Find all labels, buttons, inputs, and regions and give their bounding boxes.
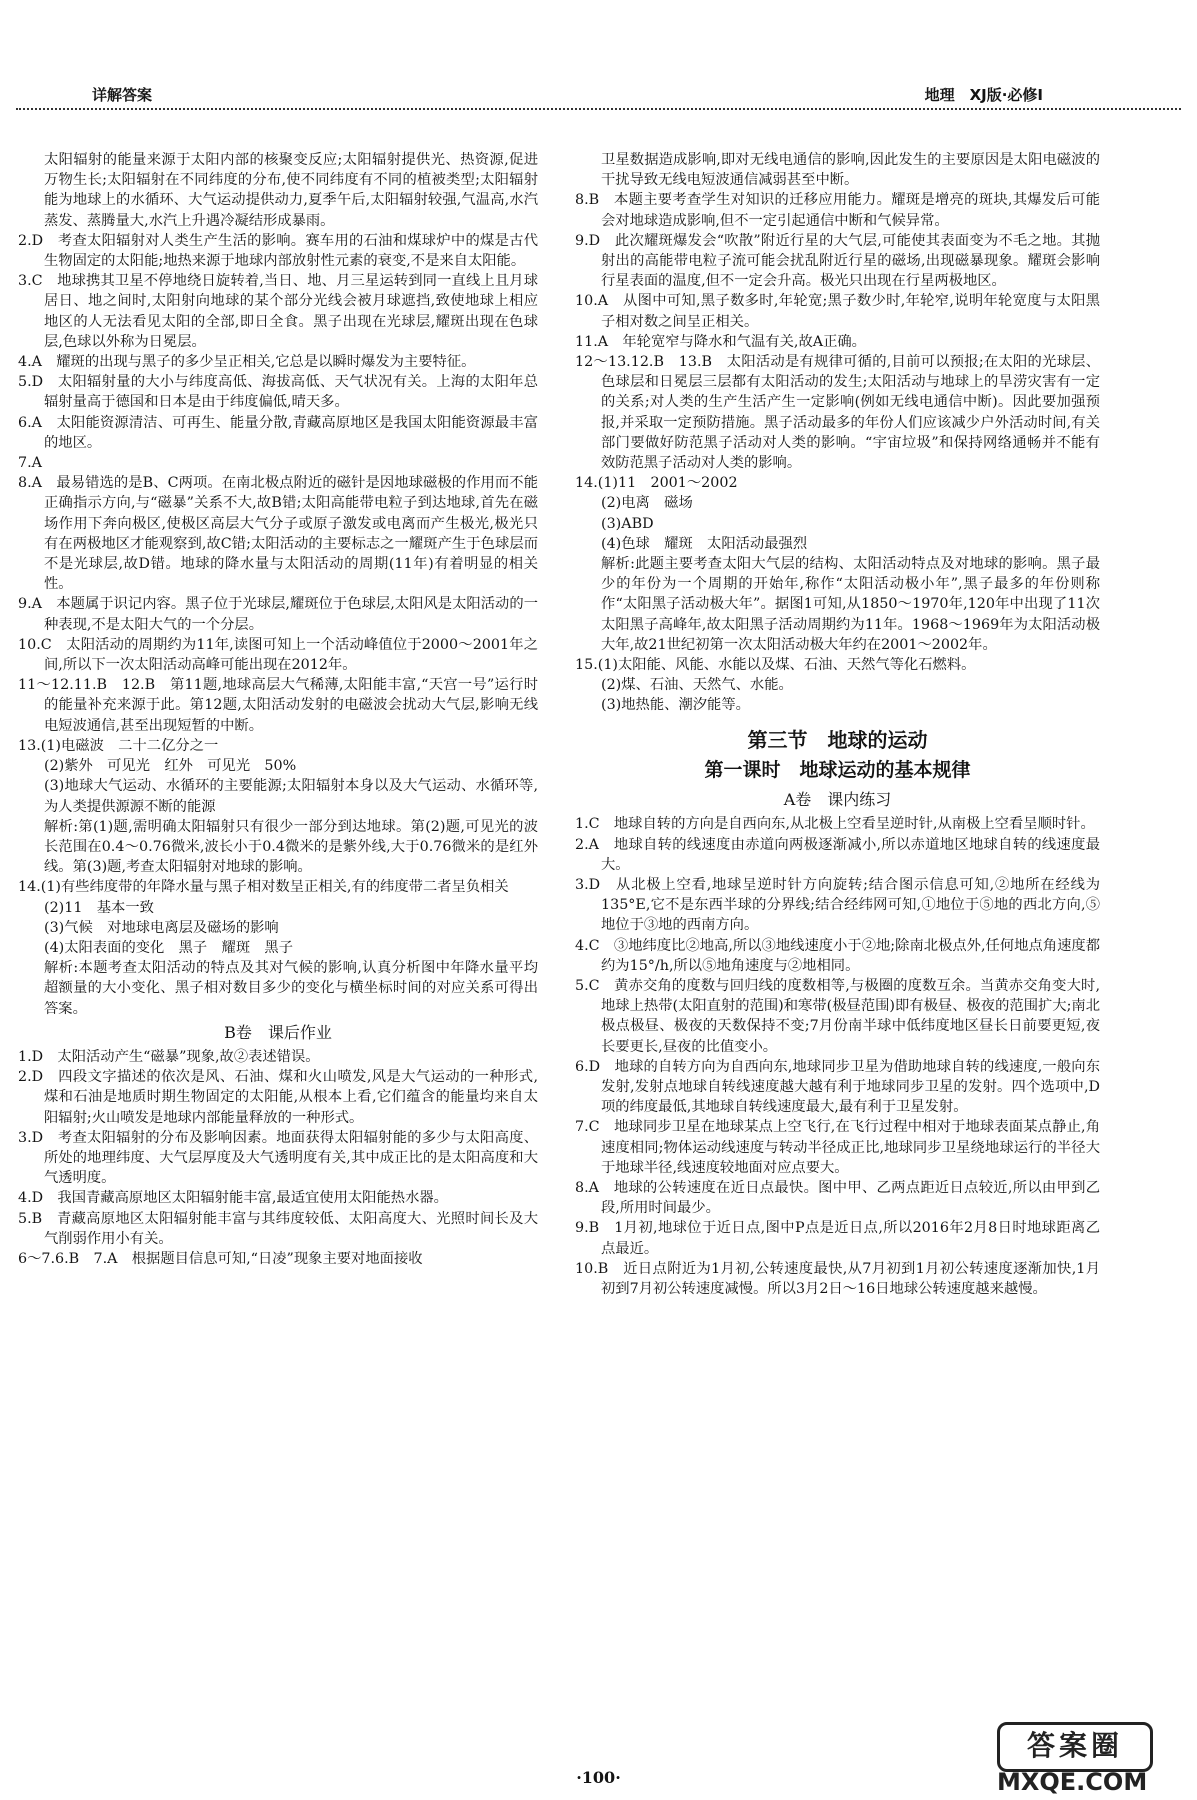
subsection-heading: B卷 课后作业 [224,1022,332,1042]
right-answer-paragraph: 1.C 地球自转的方向是自西向东,从北极上空看呈逆时针,从南极上空看呈顺时针。 [575,816,1095,833]
header-left-title: 详解答案 [92,86,153,104]
right-answer-paragraph: (3)地热能、潮汐能等。 [601,697,750,714]
right-answer-paragraph: (2)煤、石油、天然气、水能。 [601,677,793,694]
right-answer-paragraph: 10.B 近日点附近为1月初,公转速度最快,从7月初到1月初公转速度逐渐加快,1月初到7月初公转速度减慢。所以3月2日～16日地球公转速度越来越慢。 [575,1260,1100,1297]
right-answer-paragraph: 14.(1)11 2001～2002 [575,475,738,492]
left-answer-paragraph: (4)太阳表面的变化 黑子 耀斑 黑子 [44,939,293,956]
lesson-heading: 第一课时 地球运动的基本规律 [704,758,971,781]
section-heading: 第三节 地球的运动 [747,727,928,752]
header-right-title: 地理 XJ版·必修Ⅰ [924,86,1043,104]
page-header [16,78,1181,110]
right-answer-paragraph: 10.A 从图中可知,黑子数多时,年轮宽;黑子数少时,年轮窄,说明年轮宽度与太阳黑子相对数之间呈正相关。 [575,293,1100,330]
left-answer-paragraph: 14.(1)有些纬度带的年降水量与黑子相对数呈正相关,有的纬度带二者呈负相关 [18,879,509,896]
watermark-top-text: 答案圈 [997,1722,1153,1772]
left-answer-paragraph: 5.D 太阳辐射量的大小与纬度高低、海拔高低、天气状况有关。上海的太阳年总辐射量高于德国和日本是由于纬度偏低,晴天多。 [18,374,538,411]
right-answer-paragraph: 8.A 地球的公转速度在近日点最快。图中甲、乙两点距近日点较近,所以由甲到乙段,所用时间最少。 [575,1179,1100,1217]
right-answer-paragraph: 9.B 1月初,地球位于近日点,图中P点是近日点,所以2016年2月8日时地球距离乙点最近。 [575,1220,1100,1257]
right-answer-paragraph: (3)ABD [601,515,654,532]
left-answer-paragraph: 3.D 考查太阳辐射的分布及影响因素。地面获得太阳辐射能的多少与太阳高度、所处的地理纬度、大气层厚度及大气透明度有关,其中成正比的是太阳高度和大气透明度。 [18,1129,538,1187]
right-answer-paragraph: (2)电离 磁场 [601,495,693,512]
right-answer-paragraph: 解析:此题主要考查太阳大气层的结构、太阳活动特点及对地球的影响。黑子最少的年份为一个周期的开始年,称作“太阳活动极小年”,黑子最多的年份则称作“太阳黑子活动极大年”。据图1可知,从1850～1970年,120年中出现了11次太阳黑子高峰年,故太阳黑子活动周期约为11年。1968～1969年为太阳活动极大年,故21世纪初第一次太阳活动极大年约在2001～2002年。 [601,556,1100,653]
right-answer-paragraph: 7.C 地球同步卫星在地球某点上空飞行,在飞行过程中相对于地球表面某点静止,角速度相同;物体运动线速度与转动半径成正比,地球同步卫星绕地球运行的半径大于地球半径,线速度较地面对应点要大。 [575,1119,1100,1176]
left-answer-paragraph: 5.B 青藏高原地区太阳辐射能丰富与其纬度较低、太阳高度大、光照时间长及大气削弱作用小有关。 [18,1210,538,1247]
left-answer-paragraph: 4.A 耀斑的出现与黑子的多少呈正相关,它总是以瞬时爆发为主要特征。 [18,354,476,371]
left-answer-paragraph: 2.D 四段文字描述的依次是风、石油、煤和火山喷发,风是大气运动的一种形式,煤和石油是地质时期生物固定的太阳能,从根本上看,它们蕴含的能量均来自太阳辐射;火山喷发是地球内部能量释放的一种形式。 [18,1069,538,1126]
right-answer-paragraph: 4.C ③地纬度比②地高,所以③地线速度小于②地;除南北极点外,任何地点角速度都约为15°/h,所以⑤地角速度与②地相同。 [575,937,1100,974]
left-answer-paragraph: 2.D 考查太阳辐射对人类生产生活的影响。赛车用的石油和煤球炉中的煤是古代生物固定的太阳能;地热来源于地球内部放射性元素的衰变,不是来自太阳能。 [18,232,538,270]
right-column [575,150,1100,1299]
right-answer-paragraph: 卫星数据造成影响,即对无线电通信的影响,因此发生的主要原因是太阳电磁波的干扰导致无线电短波通信减弱甚至中断。 [601,152,1100,189]
left-answer-paragraph: 4.D 我国青藏高原地区太阳辐射能丰富,最适宜使用太阳能热水器。 [18,1190,448,1207]
right-answer-paragraph: 11.A 年轮宽窄与降水和气温有关,故A正确。 [575,333,866,350]
left-answer-paragraph: 7.A [18,455,42,472]
right-answer-paragraph: 15.(1)太阳能、风能、水能以及煤、石油、天然气等化石燃料。 [575,657,976,674]
right-answer-paragraph: 12～13.12.B 13.B 太阳活动是有规律可循的,目前可以预报;在太阳的光球层、色球层和日冕层三层都有太阳活动的发生;太阳活动与地球上的旱涝灾害有一定的关系;对人类的生产生活产生一定影响(例如无线电通信中断)。因此要加强预报,并采取一定预防措施。黑子活动最多的年份人们应该减少户外活动时间,有关部门要做好防范黑子活动对人类的影响。“宇宙垃圾”和保持网络通畅并不能有效防范黑子活动对人类的影响。 [575,354,1100,472]
watermark-bottom-text: MXQE.COM [997,1768,1148,1796]
right-answer-paragraph: 2.A 地球自转的线速度由赤道向两极逐渐减小,所以赤道地区地球自转的线速度最大。 [575,836,1100,873]
watermark-logo [997,1722,1177,1796]
right-answer-paragraph: 3.D 从北极上空看,地球呈逆时针方向旋转;结合图示信息可知,②地所在经线为135°E,它不是东西半球的分界线;结合经纬网可知,①地位于⑤地的西北方向,⑤地位于③地的西南方向。 [575,876,1100,934]
right-answer-paragraph: (4)色球 耀斑 太阳活动最强烈 [601,535,808,552]
left-answer-paragraph: 太阳辐射的能量来源于太阳内部的核聚变反应;太阳辐射提供光、热资源,促进万物生长;太阳辐射在不同纬度的分布,使不同纬度有不同的植被类型;太阳辐射能为地球上的水循环、大气运动提供动力,夏季午后,太阳辐射较强,气温高,水汽蒸发、蒸腾量大,水汽上升遇冷凝结形成暴雨。 [44,152,538,229]
left-answer-paragraph: (2)11 基本一致 [44,899,154,916]
subsection-heading: A卷 课内练习 [783,790,892,810]
left-answer-paragraph: 9.A 本题属于识记内容。黑子位于光球层,耀斑位于色球层,太阳风是太阳活动的一种表现,不是太阳大气的一个分层。 [18,596,538,633]
right-answer-paragraph: 6.D 地球的自转方向为自西向东,地球同步卫星为借助地球自转的线速度,一般向东发射,发射点地球自转线速度越大越有利于地球同步卫星的发射。四个选项中,D项的纬度最低,其地球自转线速度最大,最有利于卫星发射。 [575,1058,1100,1116]
left-column [18,150,538,1269]
page-number: ·100· [576,1768,621,1787]
right-answer-paragraph: 9.D 此次耀斑爆发会“吹散”附近行星的大气层,可能使其表面变为不毛之地。其抛射出的高能带电粒子流可能会扰乱附近行星的磁场,出现磁暴现象。耀斑会影响行星表面的温度,但不一定会升高。极光只出现在行星两极地区。 [575,232,1100,290]
left-answer-paragraph: 13.(1)电磁波 二十二亿分之一 [18,737,219,754]
left-answer-paragraph: (2)紫外 可见光 红外 可见光 50% [44,758,297,775]
left-answer-paragraph: 6～7.6.B 7.A 根据题目信息可知,“日凌”现象主要对地面接收 [18,1250,423,1267]
right-answer-paragraph: 5.C 黄赤交角的度数与回归线的度数相等,与极圈的度数互余。当黄赤交角变大时,地球上热带(太阳直射的范围)和寒带(极昼范围)即有极昼、极夜的范围扩大;南北极点极昼、极夜的天数保持不变;7月份南半球中低纬度地区昼长日前要更短,夜长要更长,昼夜的比值变小。 [575,977,1100,1055]
left-answer-paragraph: 3.C 地球携其卫星不停地绕日旋转着,当日、地、月三星运转到同一直线上且月球居日、地之间时,太阳射向地球的某个部分光线会被月球遮挡,致使地球上相应地区的人无法看见太阳的全部,即日全食。黑子出现在光球层,耀斑出现在色球层,色球以外称为日冕层。 [18,273,538,350]
left-answer-paragraph: 1.D 太阳活动产生“磁暴”现象,故②表述错误。 [18,1048,320,1065]
left-answer-paragraph: 6.A 太阳能资源清洁、可再生、能量分散,青藏高原地区是我国太阳能资源最丰富的地区。 [18,414,538,451]
left-answer-paragraph: 10.C 太阳活动的周期约为11年,读图可知上一个活动峰值位于2000～2001年之间,所以下一次太阳活动高峰可能出现在2012年。 [18,636,538,674]
left-answer-paragraph: 解析:本题考查太阳活动的特点及其对气候的影响,认真分析图中年降水量平均超额量的大小变化、黑子相对数目多少的变化与横坐标时间的对应关系可得出答案。 [44,960,538,1017]
right-answer-paragraph: 8.B 本题主要考查学生对知识的迁移应用能力。耀斑是增亮的斑块,其爆发后可能会对地球造成影响,但不一定引起通信中断和气候异常。 [575,192,1100,229]
left-answer-paragraph: (3)气候 对地球电离层及磁场的影响 [44,919,279,936]
left-answer-paragraph: 8.A 最易错选的是B、C两项。在南北极点附近的磁针是因地球磁极的作用而不能正确指示方向,与“磁暴”关系不大,故B错;太阳高能带电粒子到达地球,首先在磁场作用下奔向极区,使极区高层大气分子或原子激发或电离而产生极光,极光只有在两极地区才能观察到,故C错;太阳活动的主要标志之一耀斑产生于色球层而不是光球层,故D错。地球的降水量与太阳活动的周期(11年)有着明显的相关性。 [18,475,538,593]
left-answer-paragraph: 解析:第(1)题,需明确太阳辐射只有很少一部分到达地球。第(2)题,可见光的波长范围在0.4～0.76微米,波长小于0.4微米的是紫外线,大于0.76微米的是红外线。第(3)题,考查太阳辐射对地球的影响。 [44,818,538,876]
left-answer-paragraph: 11～12.11.B 12.B 第11题,地球高层大气稀薄,太阳能丰富,“天宫一号”运行时的能量补充来源于此。第12题,太阳活动发射的电磁波会扰动大气层,影响无线电短波通信,甚至出现短暂的中断。 [18,677,538,734]
left-answer-paragraph: (3)地球大气运动、水循环的主要能源;太阳辐射本身以及大气运动、水循环等,为人类提供源源不断的能源 [44,778,538,815]
